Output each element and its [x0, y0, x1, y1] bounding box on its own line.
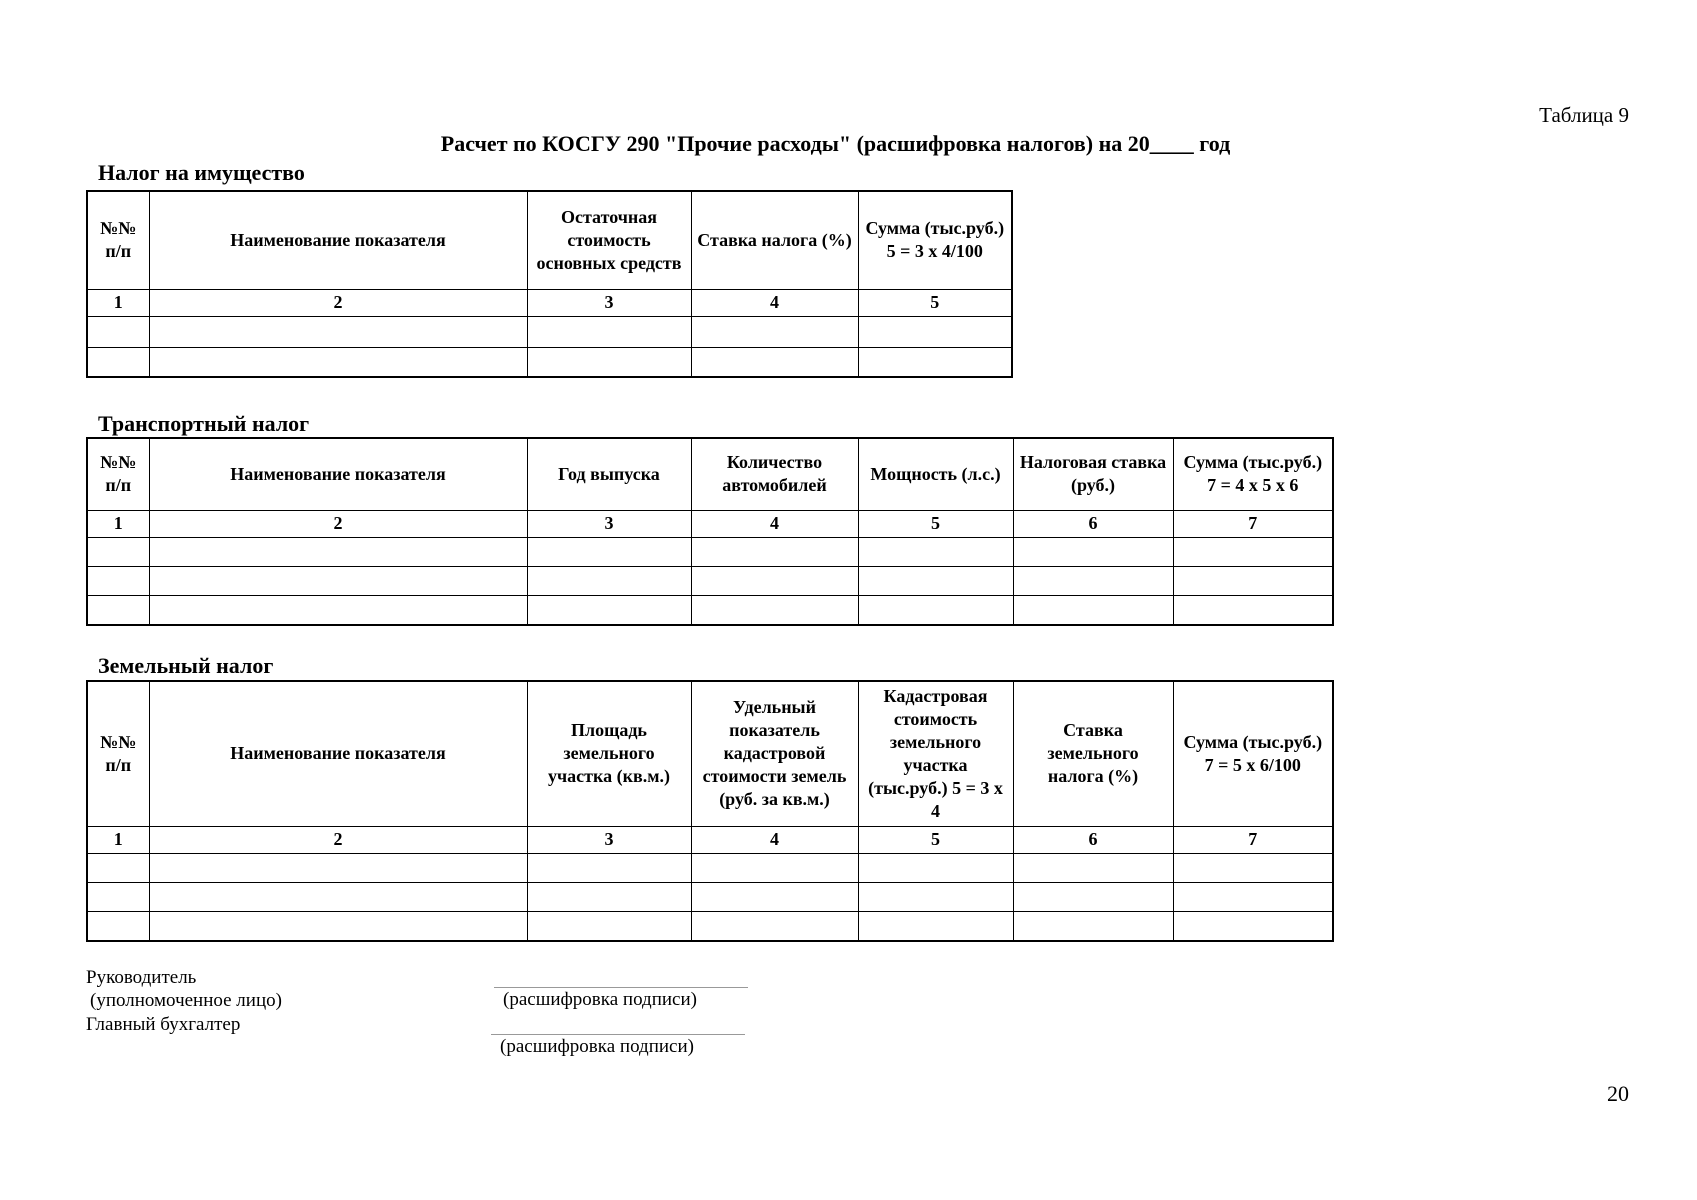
column-header: Ставка налога (%) — [691, 191, 858, 289]
column-header: Удельный показатель кадастровой стоимости земель (руб. за кв.м.) — [691, 681, 858, 826]
column-header: Количество автомобилей — [691, 438, 858, 510]
column-number: 5 — [858, 289, 1012, 316]
column-header: №№ п/п — [87, 191, 149, 289]
table-cell[interactable] — [1013, 537, 1173, 566]
column-header: Площадь земельного участка (кв.м.) — [527, 681, 691, 826]
column-number: 4 — [691, 510, 858, 537]
column-header: Сумма (тыс.руб.) 7 = 5 х 6/100 — [1173, 681, 1333, 826]
land-tax-title: Земельный налог — [98, 653, 274, 678]
table-cell[interactable] — [858, 347, 1012, 377]
table-cell[interactable] — [691, 882, 858, 911]
chief-accountant-label: Главный бухгалтер — [86, 1014, 241, 1035]
table-cell[interactable] — [149, 316, 527, 347]
table-cell[interactable] — [691, 566, 858, 595]
column-header: Остаточная стоимость основных средств — [527, 191, 691, 289]
column-number-row — [87, 510, 1333, 537]
signature-decode-label: (расшифровка подписи) — [503, 989, 697, 1010]
table-cell[interactable] — [527, 316, 691, 347]
column-header: Кадастровая стоимость земельного участка (тыс.руб.) 5 = 3 х 4 — [858, 681, 1013, 826]
table-cell[interactable] — [87, 911, 149, 941]
column-number: 2 — [149, 510, 527, 537]
page-number: 20 — [1607, 1081, 1629, 1106]
table-cell[interactable] — [858, 566, 1013, 595]
table-row — [87, 566, 1333, 595]
table-cell[interactable] — [691, 316, 858, 347]
table-cell[interactable] — [858, 316, 1012, 347]
column-header: Ставка земельного налога (%) — [1013, 681, 1173, 826]
column-header: Сумма (тыс.руб.) 7 = 4 х 5 х 6 — [1173, 438, 1333, 510]
table-row — [87, 316, 1012, 347]
column-header: Налоговая ставка (руб.) — [1013, 438, 1173, 510]
column-number: 6 — [1013, 510, 1173, 537]
property-tax-title: Налог на имущество — [98, 160, 305, 185]
column-header: №№ п/п — [87, 681, 149, 826]
table-cell[interactable] — [527, 853, 691, 882]
table-cell[interactable] — [87, 347, 149, 377]
table-cell[interactable] — [87, 882, 149, 911]
table-cell[interactable] — [1013, 853, 1173, 882]
table-cell[interactable] — [858, 595, 1013, 625]
table-row — [87, 911, 1333, 941]
column-header: №№ п/п — [87, 438, 149, 510]
table-cell[interactable] — [858, 853, 1013, 882]
column-number: 1 — [87, 289, 149, 316]
column-number: 4 — [691, 289, 858, 316]
document-title-text: Расчет по КОСГУ 290 "Прочие расходы" (расшифровка налогов) на 20____ год — [440, 131, 1231, 156]
header-row — [87, 191, 1012, 289]
table-cell[interactable] — [858, 911, 1013, 941]
table-cell[interactable] — [691, 911, 858, 941]
table-cell[interactable] — [527, 566, 691, 595]
table-number: Таблица 9 — [1539, 103, 1629, 127]
table-cell[interactable] — [1013, 595, 1173, 625]
table-cell[interactable] — [1173, 911, 1333, 941]
table-cell[interactable] — [1173, 882, 1333, 911]
table-cell[interactable] — [87, 316, 149, 347]
table-cell[interactable] — [527, 882, 691, 911]
table-cell[interactable] — [527, 595, 691, 625]
table-cell[interactable] — [1173, 595, 1333, 625]
table-row — [87, 853, 1333, 882]
column-header: Наименование показателя — [149, 438, 527, 510]
transport-tax-table — [86, 437, 1334, 626]
table-cell[interactable] — [527, 537, 691, 566]
table-cell[interactable] — [858, 537, 1013, 566]
column-number: 3 — [527, 510, 691, 537]
table-cell[interactable] — [691, 853, 858, 882]
table-cell[interactable] — [527, 911, 691, 941]
document-title — [0, 131, 1697, 157]
signature-line[interactable] — [494, 987, 748, 988]
table-cell[interactable] — [87, 595, 149, 625]
table-cell[interactable] — [149, 595, 527, 625]
table-cell[interactable] — [691, 595, 858, 625]
table-cell[interactable] — [691, 347, 858, 377]
table-cell[interactable] — [149, 882, 527, 911]
table-cell[interactable] — [87, 853, 149, 882]
column-number: 1 — [87, 510, 149, 537]
table-cell[interactable] — [149, 853, 527, 882]
header-row — [87, 681, 1333, 826]
signature-line[interactable] — [491, 1034, 745, 1035]
table-row — [87, 882, 1333, 911]
table-cell[interactable] — [527, 347, 691, 377]
transport-tax-title: Транспортный налог — [98, 411, 310, 436]
table-row — [87, 347, 1012, 377]
column-number: 5 — [858, 826, 1013, 853]
column-number: 3 — [527, 826, 691, 853]
column-number: 7 — [1173, 826, 1333, 853]
table-cell[interactable] — [1173, 566, 1333, 595]
column-number: 7 — [1173, 510, 1333, 537]
authorized-person-label: (уполномоченное лицо) — [90, 990, 282, 1011]
column-number: 5 — [858, 510, 1013, 537]
column-header: Мощность (л.с.) — [858, 438, 1013, 510]
column-number: 6 — [1013, 826, 1173, 853]
column-header: Сумма (тыс.руб.) 5 = 3 х 4/100 — [858, 191, 1012, 289]
table-row — [87, 537, 1333, 566]
table-cell[interactable] — [87, 566, 149, 595]
column-number: 4 — [691, 826, 858, 853]
table-cell[interactable] — [149, 537, 527, 566]
land-tax-table — [86, 680, 1334, 942]
table-cell[interactable] — [1173, 853, 1333, 882]
column-number: 1 — [87, 826, 149, 853]
column-number: 3 — [527, 289, 691, 316]
column-number-row — [87, 289, 1012, 316]
signature-decode-label: (расшифровка подписи) — [500, 1036, 694, 1057]
table-cell[interactable] — [149, 566, 527, 595]
table-cell[interactable] — [691, 537, 858, 566]
table-cell[interactable] — [1013, 882, 1173, 911]
head-label: Руководитель — [86, 967, 197, 988]
column-number: 2 — [149, 826, 527, 853]
column-header: Наименование показателя — [149, 191, 527, 289]
table-cell[interactable] — [87, 537, 149, 566]
property-tax-table — [86, 190, 1013, 378]
column-header: Наименование показателя — [149, 681, 527, 826]
column-header: Год выпуска — [527, 438, 691, 510]
column-number: 2 — [149, 289, 527, 316]
header-row — [87, 438, 1333, 510]
table-cell[interactable] — [1013, 566, 1173, 595]
table-cell[interactable] — [149, 347, 527, 377]
column-number-row — [87, 826, 1333, 853]
table-cell[interactable] — [858, 882, 1013, 911]
table-cell[interactable] — [1173, 537, 1333, 566]
table-cell[interactable] — [149, 911, 527, 941]
table-cell[interactable] — [1013, 911, 1173, 941]
table-row — [87, 595, 1333, 625]
